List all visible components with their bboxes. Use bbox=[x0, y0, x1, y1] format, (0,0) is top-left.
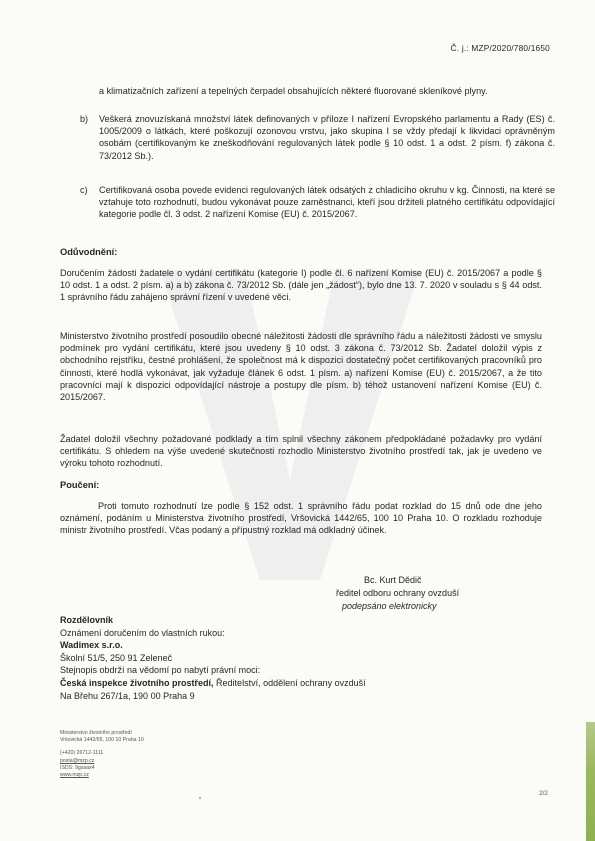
list-marker: c) bbox=[80, 185, 88, 195]
footer-address: Vršovická 1442/65, 100 10 Praha 10 bbox=[60, 737, 144, 744]
footer-org: Ministerstvo životního prostředí bbox=[60, 730, 132, 736]
signature-note: podepsáno elektronicky bbox=[342, 601, 437, 611]
list-item-b bbox=[80, 113, 555, 162]
justification-paragraph-1: Doručením žádosti žadatele o vydání certifikátu (kategorie I) podle čl. 6 nařízení Komise (EU) č. 2015/2067 a podle § 10 odst. 1 a odst. 2 písm. a) a b) zákona č. 73/2012 Sb. (dále jen „žádost“), bylo dne 13. 7. 2020 v souladu s § 44 odst. 1 správního řádu zahájeno správní řízení v uvedené věci. bbox=[60, 268, 542, 303]
copy-recipient-dept: Ředitelství, oddělení ochrany ovzduší bbox=[213, 677, 366, 688]
distribution-list bbox=[60, 614, 500, 702]
page-number: 2/2 bbox=[538, 790, 548, 797]
footer-isds: ISDS: 9gsaax4 bbox=[60, 764, 95, 771]
copy-recipient-name: Česká inspekce životního prostředí, bbox=[60, 677, 214, 688]
footer-email[interactable]: posta@mzp.cz bbox=[60, 757, 95, 764]
delivery-note: Oznámení doručením do vlastních rukou: bbox=[60, 627, 225, 638]
justification-paragraph-3: Žadatel doložil všechny požadované podklady a tím splnil všechny zákonem předpokládané požadavky pro vydání certifikátu. S ohledem na výše uvedené skutečnosti rozhodlo Ministerstvo životního prostředí tak, jak je uvedeno ve výroku tohoto rozhodnutí. bbox=[60, 434, 542, 469]
list-item-c bbox=[80, 184, 555, 221]
distribution-heading: Rozdělovník bbox=[60, 615, 114, 625]
copy-recipient-address: Na Břehu 267/1a, 190 00 Praha 9 bbox=[60, 690, 195, 701]
footer-phone: (+420) 26712-1111 bbox=[60, 750, 104, 757]
instruction-heading: Poučení: bbox=[60, 480, 100, 490]
footer-web[interactable]: www.mzp.cz bbox=[60, 772, 89, 779]
scan-dot bbox=[199, 797, 201, 799]
justification-heading: Odůvodnění: bbox=[60, 247, 118, 257]
list-item-text: Veškerá znovuzískaná množství látek definovaných v příloze I nařízení Evropského parlamentu a Rady (ES) č. 1005/2009 o látkách, které poškozují ozonovou vrstvu, jako skupina I se vždy předají k likvidaci oprávněným osobám (certifikovaným ke zneškodňování regulovaných látek podle § 10 odst. 1 a odst. 2 písm. f) zákona č. 73/2012 Sb.). bbox=[99, 114, 555, 161]
signatory-role: ředitel odboru ochrany ovzduší bbox=[336, 588, 460, 598]
signatory-name: Bc. Kurt Dědič bbox=[364, 575, 422, 585]
green-accent-bar bbox=[586, 722, 595, 841]
instruction-paragraph: Proti tomuto rozhodnutí lze podle § 152 odst. 1 správního řádu podat rozklad do 15 dnů ode dne jeho oznámení, podáním u Ministerstva životního prostředí, Vršovická 1442/65, 100 10 Praha 10. O rozkladu rozhoduje ministr životního prostředí. Včas podaný a přípustný rozklad má odkladný účinek. bbox=[60, 501, 542, 536]
recipient-address: Školní 51/5, 250 91 Zeleneč bbox=[60, 652, 173, 663]
copy-recipient bbox=[60, 677, 500, 690]
continuation-text: a klimatizačních zařízení a tepelných čerpadel obsahujících některé fluorované skleníkové plyny. bbox=[99, 86, 488, 96]
reference-number: Č. j.: MZP/2020/780/1650 bbox=[450, 43, 550, 53]
footer-contact bbox=[60, 730, 144, 779]
list-item-text: Certifikovaná osoba povede evidenci regulovaných látek odsátých z chladicího okruhu v kg. Činnosti, na které se vztahuje toto rozhodnutí, budou vykonávat pouze zaměstnanci, kteří jsou držiteli platného certifikátu odpovídající kategorie podle čl. 3 odst. 2 nařízení Komise (EU) č. 2015/2067. bbox=[99, 185, 555, 220]
copy-note: Stejnopis obdrží na vědomí po nabytí právní moci: bbox=[60, 665, 261, 676]
recipient-name: Wadimex s.r.o. bbox=[60, 640, 123, 651]
justification-paragraph-2: Ministerstvo životního prostředí posoudilo obecné náležitosti žádosti dle správního řádu a náležitosti žádosti ve smyslu podmínek pro vydání certifikátu, které jsou uvedeny § 10 odst. 3 zákona č. 73/2012 Sb. Žadatel doložil výpis z obchodního rejstříku, čestné prohlášení, že společnost má k dispozici dostatečný počet certifikovaných pracovníků pro činnosti, které hodlá vykonávat, jak vyžaduje článek 6 odst. 1 písm. a) nařízení Komise (EU) č. 2015/2067, a že tito pracovníci mají k dispozici odpovídající nástroje a postupy dle písm. b) téhož ustanovení nařízení Komise (EU) č. 2015/2067. bbox=[60, 331, 542, 403]
list-marker: b) bbox=[80, 114, 89, 124]
